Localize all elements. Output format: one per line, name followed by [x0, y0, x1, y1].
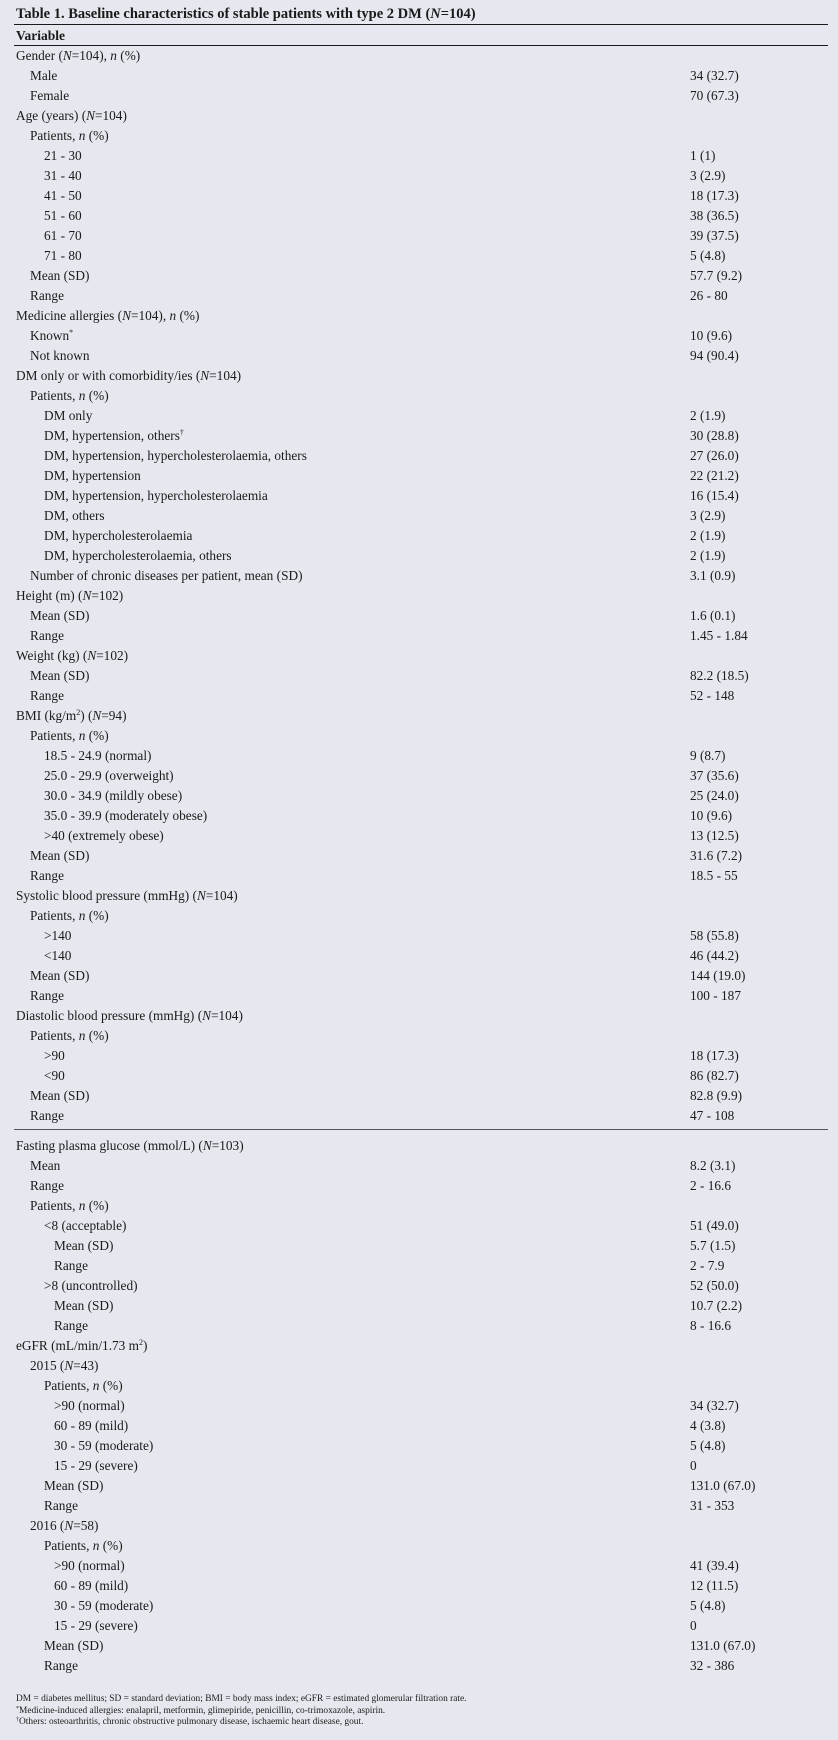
- row-label: Range: [44, 1658, 78, 1673]
- row-label: DM, others: [44, 508, 105, 523]
- table-row: [0, 1436, 838, 1456]
- row-label: Mean (SD): [30, 668, 90, 683]
- row-label: Mean (SD): [30, 608, 90, 623]
- section-divider: [0, 1126, 838, 1136]
- row-value: 18 (17.3): [690, 188, 739, 203]
- row-label: 30 - 59 (moderate): [54, 1598, 154, 1613]
- table-row: [0, 126, 838, 146]
- row-value: 86 (82.7): [690, 1068, 739, 1083]
- table-row: [0, 566, 838, 586]
- row-value: 5.7 (1.5): [690, 1238, 736, 1253]
- row-value: 31.6 (7.2): [690, 848, 743, 863]
- table-row: [0, 926, 838, 946]
- row-label: Range: [30, 1108, 64, 1123]
- row-label: 21 - 30: [44, 148, 82, 163]
- table-row: [0, 946, 838, 966]
- table-row: [0, 86, 838, 106]
- row-label: 25.0 - 29.9 (overweight): [44, 768, 174, 783]
- row-value: 57.7 (9.2): [690, 268, 743, 283]
- row-value: 18 (17.3): [690, 1048, 739, 1063]
- row-value: 8.2 (3.1): [690, 1158, 736, 1173]
- table-row: [0, 1336, 838, 1356]
- row-label: Mean (SD): [30, 968, 90, 983]
- table-row: [0, 1006, 838, 1026]
- row-label: eGFR (mL/min/1.73 $m^2$): [16, 1338, 148, 1353]
- table-row: [0, 286, 838, 306]
- table-row: [0, 686, 838, 706]
- row-label: Height (m) (N=102): [16, 588, 124, 603]
- table-row: [0, 1026, 838, 1046]
- row-value: 4 (3.8): [690, 1418, 726, 1433]
- row-label: Mean (SD): [30, 1088, 90, 1103]
- row-value: 2 (1.9): [690, 528, 726, 543]
- row-label: Patients, n (%): [44, 1378, 123, 1393]
- row-label: <140: [44, 948, 72, 963]
- row-value: 70 (67.3): [690, 88, 739, 103]
- table-row: [0, 166, 838, 186]
- table-row: [0, 1556, 838, 1576]
- row-value: 58 (55.8): [690, 928, 739, 943]
- row-label: 61 - 70: [44, 228, 82, 243]
- table-title: Table 1. Baseline characteristics of stable patients with type 2 DM (N=104): [16, 6, 476, 22]
- row-value: 9 (8.7): [690, 748, 726, 763]
- table-row: [0, 266, 838, 286]
- table-row: [0, 506, 838, 526]
- table-row: [0, 66, 838, 86]
- row-label: >140: [44, 928, 72, 943]
- row-label: Mean (SD): [54, 1298, 114, 1313]
- table-row: [0, 1376, 838, 1396]
- row-value: 2 (1.9): [690, 408, 726, 423]
- row-label: 15 - 29 (severe): [54, 1458, 138, 1473]
- row-label: Patients, n (%): [44, 1538, 123, 1553]
- row-label: Mean (SD): [30, 268, 90, 283]
- table-row: [0, 406, 838, 426]
- row-label: >8 (uncontrolled): [44, 1278, 138, 1293]
- row-value: 2 - 16.6: [690, 1178, 731, 1193]
- row-label: Range: [30, 868, 64, 883]
- row-label: Female: [30, 88, 70, 103]
- row-value: 144 (19.0): [690, 968, 746, 983]
- table-row: [0, 1596, 838, 1616]
- table-row: [0, 1236, 838, 1256]
- table-row: [0, 886, 838, 906]
- row-label: 51 - 60: [44, 208, 82, 223]
- table-row: [0, 1066, 838, 1086]
- row-label: DM, hypertension, hypercholesterolaemia: [44, 488, 268, 503]
- row-label: 71 - 80: [44, 248, 82, 263]
- row-value: 34 (32.7): [690, 1398, 739, 1413]
- footnote: *Medicine-induced allergies: enalapril, metformin, glimepiride, penicillin, co-trimoxazole, aspirin.: [16, 1705, 386, 1716]
- table-row: [0, 1176, 838, 1196]
- table-row: [0, 1046, 838, 1066]
- row-label: Patients, n (%): [30, 908, 109, 923]
- table-row: [0, 1356, 838, 1376]
- row-label: <8 (acceptable): [44, 1218, 127, 1233]
- column-header-variable: Variable: [16, 28, 66, 43]
- row-label: DM, hypertension, hypercholesterolaemia, others: [44, 448, 307, 463]
- table-row: [0, 846, 838, 866]
- table-row: [0, 386, 838, 406]
- row-label: BMI $(kg/m^2)$ (N=94): [16, 708, 127, 723]
- table-row: [0, 646, 838, 666]
- row-value: 52 - 148: [690, 688, 735, 703]
- table-row: [0, 906, 838, 926]
- row-label: Mean: [30, 1158, 61, 1173]
- table-row: [0, 1416, 838, 1436]
- row-label: 35.0 - 39.9 (moderately obese): [44, 808, 208, 823]
- footnote: DM = diabetes mellitus; SD = standard deviation; BMI = body mass index; eGFR = estimated glomerular filtration rate.: [16, 1694, 467, 1704]
- row-label: Patients, n (%): [30, 728, 109, 743]
- row-label: Patients, n (%): [30, 128, 109, 143]
- row-value: 2 (1.9): [690, 548, 726, 563]
- row-value: 51 (49.0): [690, 1218, 739, 1233]
- row-label: 2016 (N=58): [30, 1518, 99, 1533]
- row-label: Number of chronic diseases per patient, mean (SD): [30, 568, 303, 583]
- row-value: 27 (26.0): [690, 448, 739, 463]
- row-value: 32 - 386: [690, 1658, 735, 1673]
- row-value: 1 (1): [690, 148, 716, 163]
- row-label: Mean (SD): [44, 1638, 104, 1653]
- table-row: [0, 1196, 838, 1216]
- row-value: 10 (9.6): [690, 808, 733, 823]
- table-row: [0, 1616, 838, 1636]
- table-row: [0, 1496, 838, 1516]
- row-label: >90 (normal): [54, 1398, 125, 1413]
- table-row: [0, 366, 838, 386]
- row-value: 131.0 (67.0): [690, 1478, 756, 1493]
- row-label: Medicine allergies (N=104), n (%): [16, 308, 200, 323]
- row-label: DM, hypercholesterolaemia, others: [44, 548, 232, 563]
- row-value: 82.8 (9.9): [690, 1088, 743, 1103]
- row-label: >90 (normal): [54, 1558, 125, 1573]
- table-row: [0, 1456, 838, 1476]
- table-row: [0, 966, 838, 986]
- row-label: Diastolic blood pressure (mmHg) (N=104): [16, 1008, 243, 1023]
- row-label: Patients, n (%): [30, 1198, 109, 1213]
- row-label: DM, hypertension, others†: [44, 428, 184, 443]
- row-label: 18.5 - 24.9 (normal): [44, 748, 152, 763]
- table-row: [0, 426, 838, 446]
- row-label: Fasting plasma glucose (mmol/L) (N=103): [16, 1138, 244, 1153]
- table-row: [0, 1086, 838, 1106]
- table-row: [0, 326, 838, 346]
- table-footnotes: [16, 1694, 467, 1729]
- table-row: [0, 706, 838, 726]
- table-row: [0, 306, 838, 326]
- row-label: <90: [44, 1068, 65, 1083]
- row-label: Patients, n (%): [30, 1028, 109, 1043]
- table-row: [0, 1276, 838, 1296]
- table-row: [0, 526, 838, 546]
- table-row: [0, 1656, 838, 1676]
- table-row: [0, 1536, 838, 1556]
- table-row: [0, 1296, 838, 1316]
- row-value: 1.45 - 1.84: [690, 628, 748, 643]
- row-value: 41 (39.4): [690, 1558, 739, 1573]
- row-label: >90: [44, 1048, 65, 1063]
- title-rule: [14, 24, 828, 25]
- row-label: Mean (SD): [54, 1238, 114, 1253]
- row-label: Age (years) (N=104): [16, 108, 127, 123]
- row-value: 5 (4.8): [690, 1438, 726, 1453]
- row-label: 30.0 - 34.9 (mildly obese): [44, 788, 183, 803]
- table-row: [0, 46, 838, 66]
- table-row: [0, 106, 838, 126]
- row-label: Mean (SD): [44, 1478, 104, 1493]
- table-row: [0, 1256, 838, 1276]
- table-row: [0, 546, 838, 566]
- row-value: 30 (28.8): [690, 428, 739, 443]
- row-label: 30 - 59 (moderate): [54, 1438, 154, 1453]
- table-row: [0, 486, 838, 506]
- row-label: DM, hypertension: [44, 468, 141, 483]
- row-label: Range: [30, 988, 64, 1003]
- row-value: 0: [690, 1458, 697, 1473]
- row-label: 2015 (N=43): [30, 1358, 99, 1373]
- table-row: [0, 346, 838, 366]
- row-value: 31 - 353: [690, 1498, 735, 1513]
- row-label: 15 - 29 (severe): [54, 1618, 138, 1633]
- row-value: 37 (35.6): [690, 768, 739, 783]
- row-value: 52 (50.0): [690, 1278, 739, 1293]
- row-value: 10.7 (2.2): [690, 1298, 743, 1313]
- table-row: [0, 246, 838, 266]
- table-row: [0, 746, 838, 766]
- table-body: [0, 46, 838, 1676]
- row-value: 2 - 7.9: [690, 1258, 725, 1273]
- row-value: 1.6 (0.1): [690, 608, 736, 623]
- row-label: Male: [30, 68, 58, 83]
- table-row: [0, 226, 838, 246]
- row-value: 34 (32.7): [690, 68, 739, 83]
- table-row: [0, 626, 838, 646]
- table-row: [0, 766, 838, 786]
- row-label: 60 - 89 (mild): [54, 1578, 129, 1593]
- row-value: 13 (12.5): [690, 828, 739, 843]
- row-value: 5 (4.8): [690, 248, 726, 263]
- table-row: [0, 1106, 838, 1126]
- table-row: [0, 586, 838, 606]
- table-row: [0, 666, 838, 686]
- row-label: 41 - 50: [44, 188, 82, 203]
- row-label: Range: [30, 1178, 64, 1193]
- table-row: [0, 1516, 838, 1536]
- table-row: [0, 1636, 838, 1656]
- row-value: 16 (15.4): [690, 488, 739, 503]
- row-label: 31 - 40: [44, 168, 82, 183]
- table-row: [0, 1156, 838, 1176]
- row-value: 18.5 - 55: [690, 868, 738, 883]
- table-row: [0, 466, 838, 486]
- row-value: 94 (90.4): [690, 348, 739, 363]
- row-value: 8 - 16.6: [690, 1318, 731, 1333]
- table-row: [0, 726, 838, 746]
- row-label: >40 (extremely obese): [44, 828, 164, 843]
- table-row: [0, 866, 838, 886]
- table-row: [0, 1576, 838, 1596]
- row-label: Weight (kg) (N=102): [16, 648, 129, 663]
- row-value: 3 (2.9): [690, 168, 726, 183]
- row-value: 100 - 187: [690, 988, 741, 1003]
- table-row: [0, 826, 838, 846]
- row-label: Patients, n (%): [30, 388, 109, 403]
- row-label: DM only or with comorbidity/ies (N=104): [16, 368, 242, 383]
- row-value: 5 (4.8): [690, 1598, 726, 1613]
- row-label: Range: [30, 288, 64, 303]
- table-row: [0, 146, 838, 166]
- table-row: [0, 1396, 838, 1416]
- row-label: DM, hypercholesterolaemia: [44, 528, 193, 543]
- row-value: 3 (2.9): [690, 508, 726, 523]
- row-label: DM only: [44, 408, 93, 423]
- row-value: 0: [690, 1618, 697, 1633]
- table-row: [0, 186, 838, 206]
- row-label: Range: [54, 1258, 88, 1273]
- table-row: [0, 806, 838, 826]
- row-value: 131.0 (67.0): [690, 1638, 756, 1653]
- table-row: [0, 446, 838, 466]
- row-value: 25 (24.0): [690, 788, 739, 803]
- row-value: 3.1 (0.9): [690, 568, 736, 583]
- table-row: [0, 786, 838, 806]
- table-row: [0, 1316, 838, 1336]
- row-value: 10 (9.6): [690, 328, 733, 343]
- row-label: Mean (SD): [30, 848, 90, 863]
- table-row: [0, 1216, 838, 1236]
- row-label: Range: [44, 1498, 78, 1513]
- row-value: 12 (11.5): [690, 1578, 739, 1593]
- row-label: Not known: [30, 348, 90, 363]
- table-row: [0, 986, 838, 1006]
- table-row: [0, 206, 838, 226]
- table-row: [0, 1476, 838, 1496]
- row-value: 39 (37.5): [690, 228, 739, 243]
- table-row: [0, 606, 838, 626]
- row-label: Known*: [30, 328, 74, 343]
- row-label: Range: [30, 688, 64, 703]
- row-label: Range: [54, 1318, 88, 1333]
- row-value: 47 - 108: [690, 1108, 735, 1123]
- row-value: 46 (44.2): [690, 948, 739, 963]
- row-label: 60 - 89 (mild): [54, 1418, 129, 1433]
- row-value: 82.2 (18.5): [690, 668, 749, 683]
- row-label: Gender (N=104), n (%): [16, 48, 141, 63]
- row-value: 26 - 80: [690, 288, 728, 303]
- row-value: 22 (21.2): [690, 468, 739, 483]
- footnote: †Others: osteoarthritis, chronic obstructive pulmonary disease, ischaemic heart disease, gout.: [16, 1717, 364, 1727]
- table-row: [0, 1136, 838, 1156]
- row-label: Range: [30, 628, 64, 643]
- row-value: 38 (36.5): [690, 208, 739, 223]
- row-label: Systolic blood pressure (mmHg) (N=104): [16, 888, 238, 903]
